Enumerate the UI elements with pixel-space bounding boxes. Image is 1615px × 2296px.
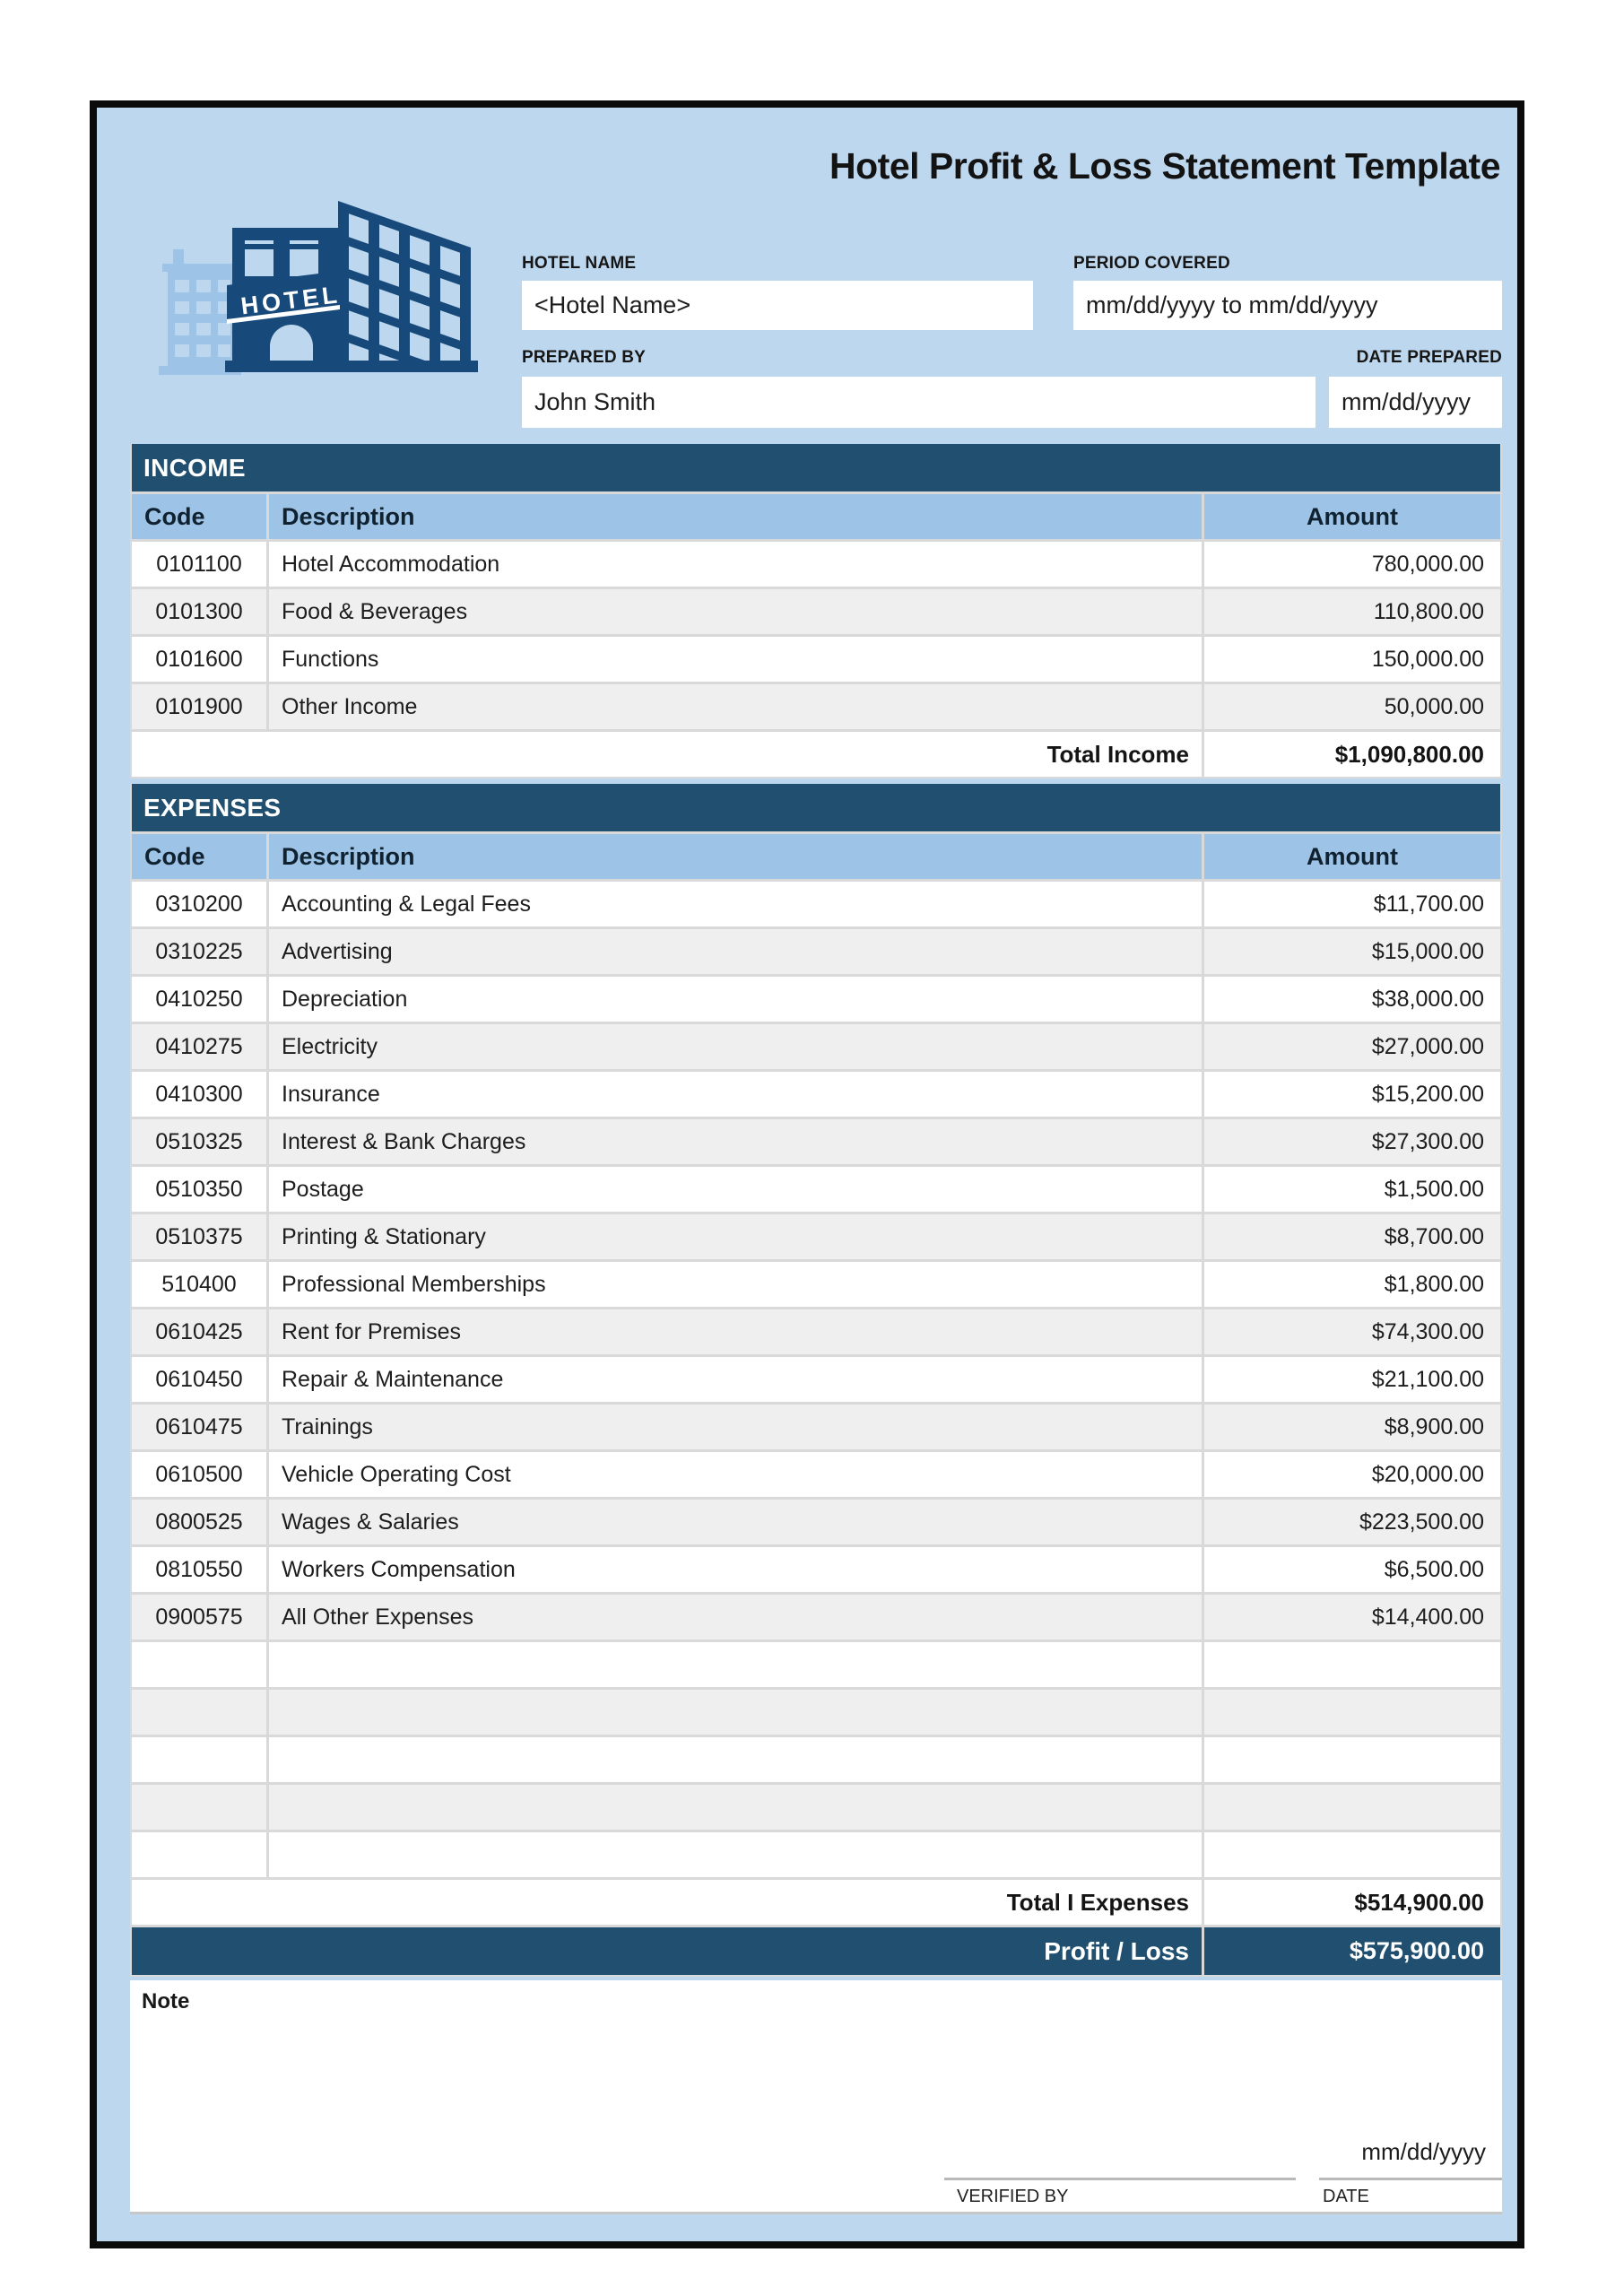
- description-cell[interactable]: Hotel Accommodation: [269, 542, 1202, 587]
- amount-cell[interactable]: $8,700.00: [1204, 1214, 1500, 1259]
- amount-cell[interactable]: $20,000.00: [1204, 1452, 1500, 1497]
- code-cell[interactable]: 0101900: [132, 684, 266, 729]
- statement-card: [90, 100, 1524, 2248]
- code-cell[interactable]: 0410250: [132, 977, 266, 1022]
- income-row: [132, 589, 1500, 634]
- expenses-code-header: Code: [132, 834, 266, 879]
- hotel-name-label: HOTEL NAME: [522, 254, 637, 273]
- code-cell[interactable]: 0900575: [132, 1595, 266, 1639]
- expense-row: [132, 929, 1500, 974]
- period-covered-field[interactable]: mm/dd/yyyy to mm/dd/yyyy: [1073, 281, 1502, 330]
- expense-row: [132, 977, 1500, 1022]
- code-cell[interactable]: 510400: [132, 1262, 266, 1307]
- expense-row: [132, 1262, 1500, 1307]
- code-cell[interactable]: [132, 1690, 266, 1735]
- code-cell[interactable]: 0410275: [132, 1024, 266, 1069]
- amount-cell[interactable]: $21,100.00: [1204, 1357, 1500, 1402]
- expenses-description-header: Description: [269, 834, 1202, 879]
- income-row: [132, 542, 1500, 587]
- income-amount-header: Amount: [1204, 494, 1500, 539]
- description-cell[interactable]: Functions: [269, 637, 1202, 682]
- income-total-amount: $1,090,800.00: [1204, 732, 1500, 777]
- amount-cell[interactable]: $27,300.00: [1204, 1119, 1500, 1164]
- hotel-name-field[interactable]: <Hotel Name>: [522, 281, 1033, 330]
- income-section: [130, 444, 1502, 778]
- header: [130, 108, 1502, 444]
- amount-cell[interactable]: 150,000.00: [1204, 637, 1500, 682]
- expenses-amount-header: Amount: [1204, 834, 1500, 879]
- expense-row: [132, 1024, 1500, 1069]
- code-cell[interactable]: 0410300: [132, 1072, 266, 1117]
- profit-loss-label: Profit / Loss: [132, 1927, 1202, 1975]
- income-row: [132, 637, 1500, 682]
- hotel-building-logo-icon: [155, 170, 496, 386]
- expense-row: [132, 1119, 1500, 1164]
- amount-cell[interactable]: [1204, 1832, 1500, 1877]
- period-covered-label: PERIOD COVERED: [1073, 254, 1230, 273]
- empty-row: [132, 1737, 1500, 1782]
- date-prepared-field[interactable]: mm/dd/yyyy: [1329, 377, 1502, 428]
- description-cell[interactable]: [269, 1832, 1202, 1877]
- code-cell[interactable]: 0610500: [132, 1452, 266, 1497]
- amount-cell[interactable]: $11,700.00: [1204, 882, 1500, 926]
- expense-row: [132, 1167, 1500, 1212]
- amount-cell[interactable]: [1204, 1785, 1500, 1830]
- code-cell[interactable]: [132, 1642, 266, 1687]
- description-cell[interactable]: Postage: [269, 1167, 1202, 1212]
- income-row: [132, 684, 1500, 729]
- description-cell[interactable]: Trainings: [269, 1405, 1202, 1449]
- empty-row: [132, 1832, 1500, 1877]
- code-cell[interactable]: 0810550: [132, 1547, 266, 1592]
- code-cell[interactable]: 0510350: [132, 1167, 266, 1212]
- amount-cell[interactable]: [1204, 1642, 1500, 1687]
- amount-cell[interactable]: $8,900.00: [1204, 1405, 1500, 1449]
- code-cell[interactable]: [132, 1737, 266, 1782]
- amount-cell[interactable]: 780,000.00: [1204, 542, 1500, 587]
- amount-cell[interactable]: $223,500.00: [1204, 1500, 1500, 1544]
- description-cell[interactable]: Repair & Maintenance: [269, 1357, 1202, 1402]
- expense-row: [132, 1214, 1500, 1259]
- amount-cell[interactable]: $1,800.00: [1204, 1262, 1500, 1307]
- expense-row: [132, 1357, 1500, 1402]
- amount-cell[interactable]: $1,500.00: [1204, 1167, 1500, 1212]
- date-prepared-label: DATE PREPARED: [1356, 348, 1502, 367]
- description-cell[interactable]: Insurance: [269, 1072, 1202, 1117]
- code-cell[interactable]: 0510375: [132, 1214, 266, 1259]
- amount-cell[interactable]: $15,200.00: [1204, 1072, 1500, 1117]
- profit-loss-row: [132, 1927, 1500, 1975]
- code-cell[interactable]: 0800525: [132, 1500, 266, 1544]
- description-cell[interactable]: Depreciation: [269, 977, 1202, 1022]
- date-signature-line[interactable]: [1319, 2178, 1502, 2180]
- income-description-header: Description: [269, 494, 1202, 539]
- code-cell[interactable]: 0610450: [132, 1357, 266, 1402]
- description-cell[interactable]: Other Income: [269, 684, 1202, 729]
- note-area[interactable]: [130, 1980, 1502, 2214]
- expense-row: [132, 1309, 1500, 1354]
- profit-loss-amount: $575,900.00: [1204, 1927, 1500, 1975]
- description-cell[interactable]: Rent for Premises: [269, 1309, 1202, 1354]
- code-cell[interactable]: 0310225: [132, 929, 266, 974]
- verified-by-signature-line[interactable]: [944, 2178, 1296, 2180]
- code-cell[interactable]: 0610475: [132, 1405, 266, 1449]
- expense-row: [132, 1072, 1500, 1117]
- empty-row: [132, 1642, 1500, 1687]
- expense-row: [132, 1452, 1500, 1497]
- income-section-bar: INCOME: [132, 444, 1500, 491]
- description-cell[interactable]: [269, 1785, 1202, 1830]
- description-cell[interactable]: Workers Compensation: [269, 1547, 1202, 1592]
- expense-row: [132, 1595, 1500, 1639]
- description-cell[interactable]: Vehicle Operating Cost: [269, 1452, 1202, 1497]
- code-cell[interactable]: 0101300: [132, 589, 266, 634]
- expenses-section: [130, 784, 1502, 1977]
- description-cell[interactable]: [269, 1737, 1202, 1782]
- expense-row: [132, 882, 1500, 926]
- income-code-header: Code: [132, 494, 266, 539]
- amount-cell[interactable]: 50,000.00: [1204, 684, 1500, 729]
- page-title: Hotel Profit & Loss Statement Template: [829, 145, 1500, 187]
- description-cell[interactable]: Electricity: [269, 1024, 1202, 1069]
- verification-date-value[interactable]: mm/dd/yyyy: [1361, 2138, 1486, 2165]
- code-cell[interactable]: 0310200: [132, 882, 266, 926]
- description-cell[interactable]: Interest & Bank Charges: [269, 1119, 1202, 1164]
- description-cell[interactable]: Accounting & Legal Fees: [269, 882, 1202, 926]
- code-cell[interactable]: [132, 1832, 266, 1877]
- code-cell[interactable]: 0101600: [132, 637, 266, 682]
- expenses-header-row: [132, 834, 1500, 879]
- amount-cell[interactable]: $15,000.00: [1204, 929, 1500, 974]
- statement-content: [130, 108, 1502, 2214]
- amount-cell[interactable]: $74,300.00: [1204, 1309, 1500, 1354]
- expenses-total-row: [132, 1880, 1500, 1925]
- amount-cell[interactable]: [1204, 1690, 1500, 1735]
- description-cell[interactable]: [269, 1690, 1202, 1735]
- description-cell[interactable]: Printing & Stationary: [269, 1214, 1202, 1259]
- amount-cell[interactable]: [1204, 1737, 1500, 1782]
- hotel-sign-text: HOTEL: [239, 281, 343, 320]
- description-cell[interactable]: Advertising: [269, 929, 1202, 974]
- prepared-by-field[interactable]: John Smith: [522, 377, 1315, 428]
- description-cell[interactable]: Food & Beverages: [269, 589, 1202, 634]
- empty-row: [132, 1690, 1500, 1735]
- amount-cell[interactable]: $6,500.00: [1204, 1547, 1500, 1592]
- empty-row: [132, 1785, 1500, 1830]
- income-total-row: [132, 732, 1500, 777]
- code-cell[interactable]: 0610425: [132, 1309, 266, 1354]
- expense-row: [132, 1405, 1500, 1449]
- prepared-by-label: PREPARED BY: [522, 348, 647, 367]
- note-label: Note: [142, 1989, 190, 2013]
- income-total-label: Total Income: [132, 732, 1202, 777]
- date-label: DATE: [1323, 2187, 1369, 2206]
- income-header-row: [132, 494, 1500, 539]
- expense-row: [132, 1500, 1500, 1544]
- description-cell[interactable]: All Other Expenses: [269, 1595, 1202, 1639]
- code-cell[interactable]: 0510325: [132, 1119, 266, 1164]
- expense-row: [132, 1547, 1500, 1592]
- description-cell[interactable]: Wages & Salaries: [269, 1500, 1202, 1544]
- code-cell[interactable]: 0101100: [132, 542, 266, 587]
- code-cell[interactable]: [132, 1785, 266, 1830]
- amount-cell[interactable]: $38,000.00: [1204, 977, 1500, 1022]
- verified-by-label: VERIFIED BY: [957, 2187, 1069, 2206]
- description-cell[interactable]: [269, 1642, 1202, 1687]
- amount-cell[interactable]: $27,000.00: [1204, 1024, 1500, 1069]
- amount-cell[interactable]: 110,800.00: [1204, 589, 1500, 634]
- amount-cell[interactable]: $14,400.00: [1204, 1595, 1500, 1639]
- expenses-total-amount: $514,900.00: [1204, 1880, 1500, 1925]
- description-cell[interactable]: Professional Memberships: [269, 1262, 1202, 1307]
- expenses-total-label: Total I Expenses: [132, 1880, 1202, 1925]
- expenses-section-bar: EXPENSES: [132, 784, 1500, 831]
